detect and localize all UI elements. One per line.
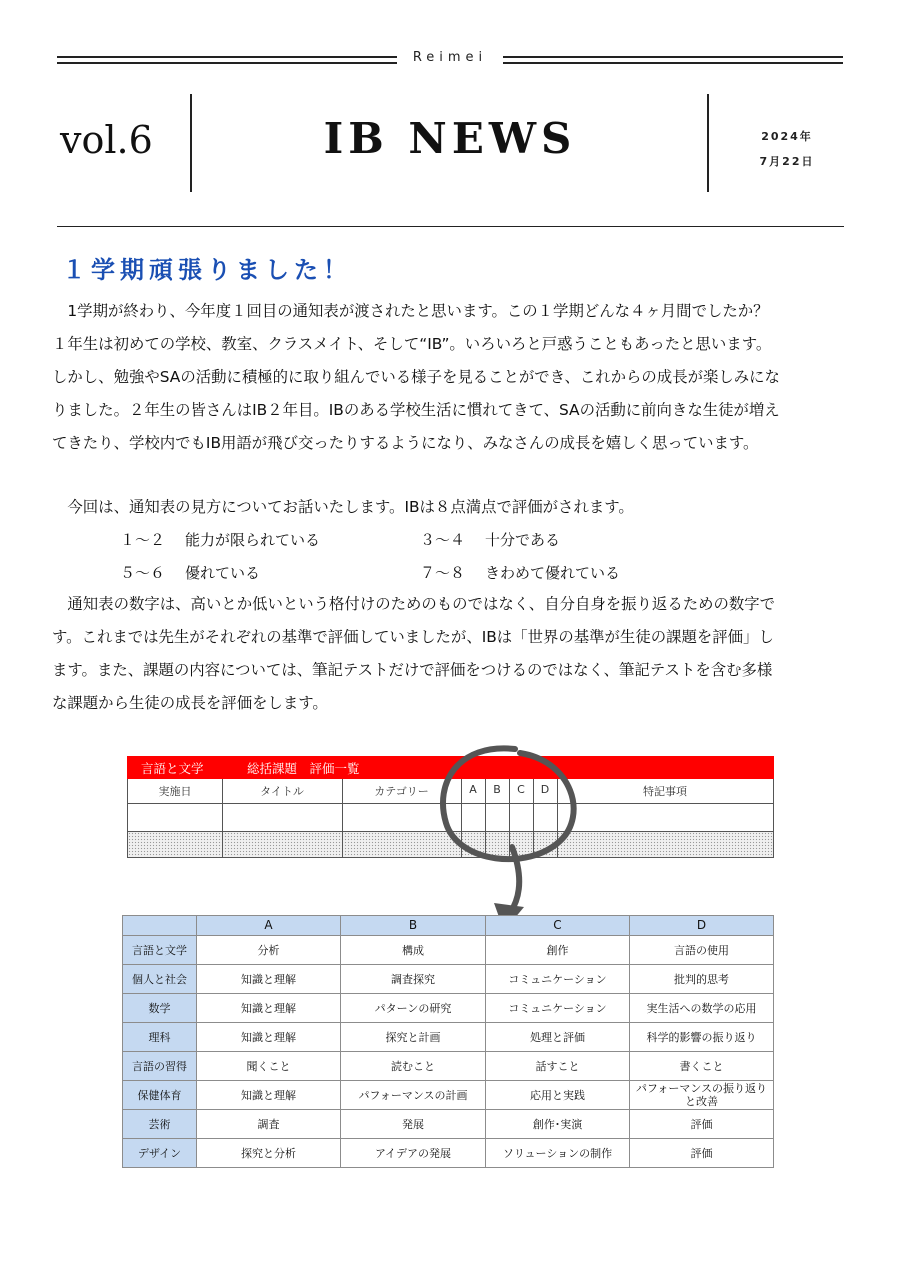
- paragraph-line: てきたり、学校内でもIB用語が飛び交ったりするようになり、みなさんの成長を嬉しく思っています。: [52, 434, 759, 452]
- criterion-cell: 分析: [197, 936, 341, 965]
- subject-cell: 個人と社会: [123, 965, 197, 994]
- criterion-cell: 言語の使用: [630, 936, 774, 965]
- header-cell: [123, 916, 197, 936]
- criterion-cell: 聞くこと: [197, 1052, 341, 1081]
- header-cell: C: [486, 916, 630, 936]
- report-card-header: カテゴリー: [374, 785, 429, 798]
- masthead-bottom-rule: [57, 226, 844, 227]
- subject-cell: デザイン: [123, 1139, 197, 1168]
- criterion-cell: 処理と評価: [486, 1023, 630, 1052]
- report-card-header: D: [540, 783, 550, 796]
- subject-cell: 言語と文学: [123, 936, 197, 965]
- grade-description: 優れている: [185, 564, 261, 582]
- masthead-rule-bottom-left: [57, 62, 397, 64]
- newsletter-title: IB NEWS: [323, 114, 577, 163]
- masthead-label: Reimei: [412, 50, 488, 65]
- report-card-header: C: [517, 783, 525, 796]
- criterion-cell: 知識と理解: [197, 965, 341, 994]
- criterion-cell: 知識と理解: [197, 1023, 341, 1052]
- table-row: [123, 1110, 774, 1139]
- table-row: [123, 936, 774, 965]
- criterion-cell: 評価: [630, 1139, 774, 1168]
- masthead-rule-top-left: [57, 56, 397, 58]
- criterion-cell: 発展: [341, 1110, 486, 1139]
- issue-date-day: 7月22日: [759, 155, 815, 168]
- subject-cell: 保健体育: [123, 1081, 197, 1110]
- table-row: [123, 1052, 774, 1081]
- paragraph-line: ます。また、課題の内容については、筆記テストだけで評価をつけるのではなく、筆記テストを含む多様: [52, 661, 773, 679]
- subject-cell: 言語の習得: [123, 1052, 197, 1081]
- criterion-cell: 応用と実践: [486, 1081, 630, 1110]
- masthead-rule-top-right: [503, 56, 843, 58]
- criterion-cell: パフォーマンスの計画: [341, 1081, 486, 1110]
- table-row: [123, 1081, 774, 1110]
- section-heading: １学期頑張りました！: [62, 256, 352, 284]
- curved-arrow-icon: [420, 735, 610, 935]
- header-cell: D: [630, 916, 774, 936]
- report-card-header: 特記事項: [643, 785, 687, 798]
- criterion-cell: 創作･実演: [486, 1110, 630, 1139]
- paragraph-line: 1学期が終わり、今年度１回目の通知表が渡されたと思います。この１学期どんな４ヶ月間でしたか？: [52, 302, 769, 320]
- report-card-subtitle: 総括課題 評価一覧: [247, 761, 360, 776]
- report-card-header: A: [469, 783, 477, 796]
- criterion-cell: 書くこと: [630, 1052, 774, 1081]
- report-card-header: タイトル: [260, 785, 304, 798]
- criterion-cell: コミュニケーション: [486, 994, 630, 1023]
- paragraph-intro: [52, 295, 852, 460]
- criterion-cell: パターンの研究: [341, 994, 486, 1023]
- grade-range: ５～６: [120, 564, 166, 582]
- grading-intro: [52, 491, 852, 524]
- table-row: [123, 1023, 774, 1052]
- grade-range: １～２: [120, 531, 166, 549]
- criteria-table: [122, 915, 774, 1168]
- criterion-cell: 知識と理解: [197, 994, 341, 1023]
- criteria-header-row: [123, 916, 774, 936]
- grade-description: 十分である: [485, 531, 561, 549]
- paragraph-line: 今回は、通知表の見方についてお話いたします。IBは８点満点で評価がされます。: [52, 498, 634, 516]
- masthead-divider-right: [707, 94, 709, 192]
- issue-date-year: 2024年: [761, 130, 813, 143]
- grade-description: きわめて優れている: [485, 564, 621, 582]
- paragraph-line: しかし、勉強やSAの活動に積極的に取り組んでいる様子を見ることができ、これからの成長が楽しみにな: [52, 368, 780, 386]
- criterion-cell: 科学的影響の振り返り: [630, 1023, 774, 1052]
- criterion-cell: 話すこと: [486, 1052, 630, 1081]
- report-card-header: 実施日: [158, 785, 192, 798]
- paragraph-line: １年生は初めての学校、教室、クラスメイト、そして“IB”。いろいろと戸惑うこともあったと思います。: [52, 335, 772, 353]
- criterion-cell: 創作: [486, 936, 630, 965]
- grade-range: ７～８: [420, 564, 466, 582]
- report-card-subject: 言語と文学: [141, 761, 204, 776]
- criterion-cell: 調査探究: [341, 965, 486, 994]
- criterion-cell: 読むこと: [341, 1052, 486, 1081]
- paragraph-line: りました。２年生の皆さんはIB２年目。IBのある学校生活に慣れてきて、SAの活動に前向きな生徒が増え: [52, 401, 780, 419]
- criterion-cell: アイデアの発展: [341, 1139, 486, 1168]
- report-card-header: B: [493, 783, 501, 796]
- paragraph-line: す。これまでは先生がそれぞれの基準で評価していましたが、IBは「世界の基準が生徒の課題を評価」し: [52, 628, 774, 646]
- header-cell: B: [341, 916, 486, 936]
- paragraph-line: 通知表の数字は、高いとか低いという格付けのためのものではなく、自分自身を振り返るための数字で: [52, 595, 776, 613]
- grade-description: 能力が限られている: [185, 531, 321, 549]
- criterion-cell: 批判的思考: [630, 965, 774, 994]
- table-row: [123, 994, 774, 1023]
- masthead-rule-bottom-right: [503, 62, 843, 64]
- criterion-cell: パフォーマンスの振り返りと改善: [630, 1081, 774, 1110]
- criterion-cell: 実生活への数学の応用: [630, 994, 774, 1023]
- criterion-cell: ソリューションの制作: [486, 1139, 630, 1168]
- grade-range: ３～４: [420, 531, 466, 549]
- subject-cell: 理科: [123, 1023, 197, 1052]
- paragraph-line: な課題から生徒の成長を評価をします。: [52, 694, 328, 712]
- criterion-cell: 調査: [197, 1110, 341, 1139]
- table-row: [123, 1139, 774, 1168]
- table-row: [123, 965, 774, 994]
- criterion-cell: 構成: [341, 936, 486, 965]
- criterion-cell: 知識と理解: [197, 1081, 341, 1110]
- criterion-cell: 探究と分析: [197, 1139, 341, 1168]
- header-cell: A: [197, 916, 341, 936]
- subject-cell: 芸術: [123, 1110, 197, 1139]
- criterion-cell: 評価: [630, 1110, 774, 1139]
- criterion-cell: コミュニケーション: [486, 965, 630, 994]
- paragraph-report-card: [52, 588, 852, 720]
- subject-cell: 数学: [123, 994, 197, 1023]
- volume-number: vol.6: [60, 118, 153, 162]
- criterion-cell: 探究と計画: [341, 1023, 486, 1052]
